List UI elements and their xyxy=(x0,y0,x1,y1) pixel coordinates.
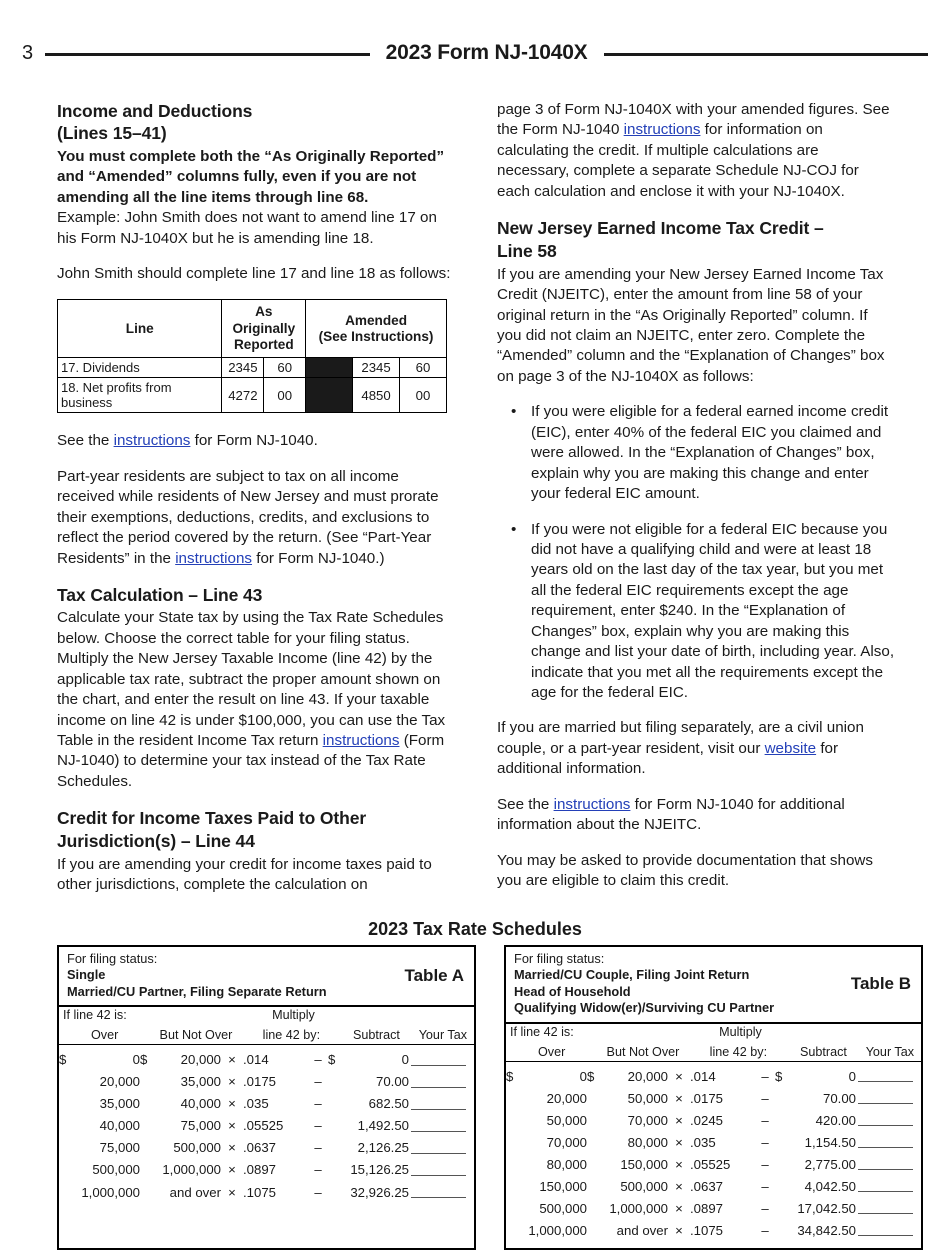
row-notover-dollar xyxy=(587,1154,603,1176)
continued-text-2: for information on calculating the credit. If multiple calculations are necessary, complete a separate Schedule NJ-COJ for each calculation and enclose it with your NJ-1040X. xyxy=(497,121,859,200)
row-rate: .035 xyxy=(243,1096,269,1112)
row-subtract: 0 xyxy=(848,1068,856,1084)
row-over-dollar xyxy=(506,1198,522,1220)
table-row xyxy=(506,1154,921,1176)
njeitc-heading xyxy=(497,217,895,263)
married-sep-text-1: If you are married but filing separately, are a civil union couple, or a part-year resident, visit our xyxy=(497,719,864,757)
table-a-status-caption: For filing status: xyxy=(67,951,158,966)
answer-line xyxy=(858,1091,913,1104)
right-column xyxy=(497,100,895,896)
table-a-status-2: Married/CU Partner, Filing Separate Return xyxy=(67,983,327,999)
row-rate: .0637 xyxy=(243,1140,277,1156)
tax-rate-table-a xyxy=(57,945,476,1250)
credit-other-jurisdictions-heading xyxy=(57,807,455,853)
row-rate: .0897 xyxy=(690,1200,724,1216)
table-row xyxy=(506,1110,921,1132)
row-amended-dollars: 4850 xyxy=(353,378,400,413)
your-tax-input[interactable] xyxy=(856,1154,921,1176)
row-over-dollar xyxy=(59,1093,75,1115)
times-symbol-icon: × xyxy=(675,1178,683,1194)
row-over-dollar xyxy=(506,1154,522,1176)
row-over: 70,000 xyxy=(546,1134,587,1150)
col-header-over: Over xyxy=(91,1028,119,1043)
times-symbol-icon: × xyxy=(675,1090,683,1106)
row-over-dollar xyxy=(59,1182,75,1204)
row-subtract-dollar xyxy=(775,1154,791,1176)
table-row xyxy=(59,1049,474,1071)
col-header-over: Over xyxy=(538,1044,566,1059)
row-not-over: 40,000 xyxy=(180,1096,221,1112)
col-header-orig-l2: Reported xyxy=(233,337,294,353)
row-over-dollar xyxy=(59,1115,75,1137)
row-subtract: 32,926.25 xyxy=(350,1184,409,1200)
see-instructions-prefix: See the xyxy=(57,432,114,450)
row-subtract-dollar: $ xyxy=(775,1068,783,1084)
row-subtract: 2,126.25 xyxy=(357,1140,409,1156)
row-subtract-dollar xyxy=(775,1132,791,1154)
documentation-paragraph: You may be asked to provide documentation that shows you are eligible to claim this credit. xyxy=(497,851,873,890)
row-amended-cents: 00 xyxy=(400,378,447,413)
your-tax-input[interactable] xyxy=(409,1093,474,1115)
example-table-header-row xyxy=(58,300,447,358)
table-row xyxy=(506,1220,921,1242)
tax-calc-text-1: Calculate your State tax by using the Tax Rate Schedules below. Choose the correct table for your filing status. Multiply the New Jersey Taxable Income (line 42) by the applicable tax rate, subtract the proper amount shown on the chart, and enter the result on line 43. If your taxable income on line 42 is under $100,000, you can use the Tax Table in the resident Income Tax return xyxy=(57,609,446,749)
times-symbol-icon: × xyxy=(228,1184,236,1200)
header-rule-left xyxy=(45,53,370,56)
answer-line xyxy=(411,1119,466,1132)
row-rate: .1075 xyxy=(243,1184,277,1200)
your-tax-input[interactable] xyxy=(856,1066,921,1088)
row-subtract: 15,126.25 xyxy=(350,1162,409,1178)
row-notover-dollar xyxy=(587,1110,603,1132)
row-subtract: 0 xyxy=(401,1052,409,1068)
answer-line xyxy=(411,1097,466,1110)
row-over: 0 xyxy=(132,1052,140,1068)
col-header-your-tax: Your Tax xyxy=(418,1028,468,1043)
row-over-dollar xyxy=(59,1159,75,1181)
row-over: 35,000 xyxy=(99,1096,140,1112)
row-subtract: 4,042.50 xyxy=(804,1178,856,1194)
row-notover-dollar xyxy=(587,1220,603,1242)
times-symbol-icon: × xyxy=(228,1052,236,1068)
website-link[interactable]: website xyxy=(764,739,817,757)
table-a-rows xyxy=(59,1049,474,1203)
your-tax-input[interactable] xyxy=(856,1198,921,1220)
instructions-link[interactable]: instructions xyxy=(623,121,701,139)
col-header-multiply-l1: Multiply xyxy=(272,1008,315,1023)
row-not-over: 150,000 xyxy=(620,1156,668,1172)
table-row xyxy=(59,1115,474,1137)
row-over-dollar xyxy=(506,1132,522,1154)
example-table-body xyxy=(58,358,447,413)
row-over: 0 xyxy=(579,1068,587,1084)
njeitc-heading-line1: New Jersey Earned Income Tax Credit – xyxy=(497,218,824,239)
row-rate: .0897 xyxy=(243,1162,277,1178)
njeitc-bullet-list xyxy=(497,402,895,703)
table-b-status-1: Married/CU Couple, Filing Joint Return xyxy=(514,967,750,983)
part-year-text-2: for Form NJ-1040.) xyxy=(252,549,385,567)
row-not-over: 500,000 xyxy=(620,1178,668,1194)
your-tax-input[interactable] xyxy=(409,1182,474,1204)
answer-line xyxy=(858,1157,913,1170)
minus-symbol-icon: – xyxy=(761,1222,769,1238)
row-notover-dollar xyxy=(140,1159,156,1181)
list-item xyxy=(511,402,895,504)
row-over-dollar: $ xyxy=(59,1052,67,1068)
col-header-line: Line xyxy=(58,300,222,358)
answer-line xyxy=(858,1135,913,1148)
table-row xyxy=(506,1176,921,1198)
row-over-dollar xyxy=(506,1220,522,1242)
list-item-text: If you were eligible for a federal earned income credit (EIC), enter 40% of the federal EIC you claimed and were allowed. In the “Explanation of Changes” box, explain why you are making this change and enter your federal EIC amount. xyxy=(531,403,889,503)
your-tax-input[interactable] xyxy=(856,1110,921,1132)
part-year-paragraph xyxy=(57,467,455,569)
income-example-text: Example: John Smith does not want to amend line 17 on his Form NJ-1040X but he is amending line 18. xyxy=(57,209,437,247)
answer-line xyxy=(858,1179,913,1192)
col-header-multiply-l2: line 42 by: xyxy=(262,1028,321,1043)
example-table xyxy=(57,299,447,413)
table-row xyxy=(58,378,447,413)
minus-symbol-icon: – xyxy=(314,1140,322,1156)
minus-symbol-icon: – xyxy=(761,1200,769,1216)
row-rate: .0245 xyxy=(690,1112,724,1128)
row-rate: .014 xyxy=(690,1068,716,1084)
your-tax-input[interactable] xyxy=(409,1137,474,1159)
instructions-link[interactable]: instructions xyxy=(553,795,631,813)
row-subtract-dollar xyxy=(775,1220,791,1242)
table-b-status-caption: For filing status: xyxy=(514,951,605,966)
col-header-subtract: Subtract xyxy=(800,1044,847,1059)
row-over-dollar: $ xyxy=(506,1068,514,1084)
page-number: 3 xyxy=(22,42,34,64)
your-tax-input[interactable] xyxy=(409,1115,474,1137)
row-label: 18. Net profits from business xyxy=(58,378,222,413)
row-not-over: 70,000 xyxy=(627,1112,668,1128)
row-amended-dollars: 2345 xyxy=(353,358,400,378)
table-row xyxy=(506,1088,921,1110)
row-over: 40,000 xyxy=(99,1118,140,1134)
row-subtract-dollar xyxy=(328,1115,344,1137)
married-sep-text-2: for additional information. xyxy=(497,739,839,778)
row-over-dollar xyxy=(59,1137,75,1159)
row-notover-dollar xyxy=(140,1115,156,1137)
row-subtract: 2,775.00 xyxy=(804,1156,856,1172)
income-follows-text: John Smith should complete line 17 and line 18 as follows: xyxy=(57,264,451,282)
table-row xyxy=(506,1198,921,1220)
minus-symbol-icon: – xyxy=(761,1112,769,1128)
col-header-if-line: If line 42 is: xyxy=(510,1024,574,1039)
see-instructions-paragraph xyxy=(57,431,455,451)
times-symbol-icon: × xyxy=(228,1162,236,1178)
answer-line xyxy=(858,1223,913,1236)
minus-symbol-icon: – xyxy=(314,1096,322,1112)
row-rate: .1075 xyxy=(690,1222,724,1238)
income-deductions-heading xyxy=(57,100,455,145)
see-instructions-suffix: for Form NJ-1040. xyxy=(190,432,318,450)
credit-other-jurisdictions-text: If you are amending your credit for income taxes paid to other jurisdictions, complete the calculation on xyxy=(57,855,432,894)
col-header-multiply-l1: Multiply xyxy=(719,1024,762,1039)
col-header-if-line: If line 42 is: xyxy=(63,1008,127,1023)
row-subtract: 70.00 xyxy=(822,1090,856,1106)
row-orig-dollars: 4272 xyxy=(222,378,264,413)
row-notover-dollar xyxy=(587,1198,603,1220)
row-subtract-dollar xyxy=(328,1182,344,1204)
row-rate: .05525 xyxy=(243,1118,284,1134)
row-subtract-dollar xyxy=(775,1088,791,1110)
table-a-body-wrap xyxy=(59,1045,474,1209)
row-notover-dollar xyxy=(140,1071,156,1093)
minus-symbol-icon: – xyxy=(314,1074,322,1090)
row-subtract: 34,842.50 xyxy=(797,1222,856,1238)
row-notover-dollar xyxy=(587,1088,603,1110)
table-a-filing-status xyxy=(59,947,474,1007)
row-rate: .035 xyxy=(690,1134,716,1150)
answer-line xyxy=(411,1185,466,1198)
bullet-dot-icon: • xyxy=(511,520,517,538)
tax-rate-schedules-title: 2023 Tax Rate Schedules xyxy=(368,919,582,939)
row-notover-dollar xyxy=(587,1176,603,1198)
row-blackout-cell xyxy=(306,378,353,413)
row-over-dollar xyxy=(506,1176,522,1198)
row-over: 1,000,000 xyxy=(81,1184,140,1200)
table-b-filing-status xyxy=(506,947,921,1024)
table-row xyxy=(59,1093,474,1115)
col-header-multiply-l2: line 42 by: xyxy=(709,1044,768,1059)
table-row xyxy=(59,1071,474,1093)
continued-text-1: page 3 of Form NJ-1040X with your amended figures. See the Form NJ-1040 xyxy=(497,101,890,139)
row-notover-dollar xyxy=(587,1132,603,1154)
row-not-over: 500,000 xyxy=(173,1140,221,1156)
income-lead-text: You must complete both the “As Originally Reported” and “Amended” columns fully, even if you are not amending all the line items through line 68. xyxy=(57,147,445,206)
row-orig-cents: 60 xyxy=(264,358,306,378)
row-over: 500,000 xyxy=(92,1162,140,1178)
row-not-over: 20,000 xyxy=(627,1068,668,1084)
times-symbol-icon: × xyxy=(228,1074,236,1090)
example-table-head xyxy=(58,300,447,358)
times-symbol-icon: × xyxy=(675,1200,683,1216)
row-not-over: 80,000 xyxy=(627,1134,668,1150)
tax-calc-text-2: (Form NJ-1040) to determine your tax instead of the Tax Rate Schedules. xyxy=(57,731,445,790)
answer-line xyxy=(858,1113,913,1126)
col-header-amended-l1: Amended xyxy=(345,312,408,328)
income-deductions-heading-line2: (Lines 15–41) xyxy=(57,123,167,144)
njeitc-see-instructions-paragraph xyxy=(497,795,895,836)
table-row xyxy=(59,1137,474,1159)
row-label: 17. Dividends xyxy=(58,358,222,378)
answer-line xyxy=(411,1053,466,1066)
row-subtract-dollar xyxy=(328,1093,344,1115)
header-rule-right xyxy=(604,53,929,56)
minus-symbol-icon: – xyxy=(761,1134,769,1150)
row-subtract-dollar xyxy=(328,1071,344,1093)
table-b-tbody xyxy=(506,1066,921,1243)
your-tax-input[interactable] xyxy=(856,1088,921,1110)
table-row xyxy=(506,1066,921,1088)
row-subtract: 17,042.50 xyxy=(797,1200,856,1216)
your-tax-input[interactable] xyxy=(409,1159,474,1181)
row-over: 1,000,000 xyxy=(528,1222,587,1238)
row-notover-dollar: $ xyxy=(587,1068,595,1084)
minus-symbol-icon: – xyxy=(761,1156,769,1172)
your-tax-input[interactable] xyxy=(856,1132,921,1154)
row-over-dollar xyxy=(506,1110,522,1132)
table-b-column-headers xyxy=(506,1024,921,1062)
times-symbol-icon: × xyxy=(675,1112,683,1128)
times-symbol-icon: × xyxy=(228,1118,236,1134)
row-rate: .0175 xyxy=(243,1074,277,1090)
instructions-link[interactable]: instructions xyxy=(113,432,191,450)
row-notover-dollar xyxy=(140,1093,156,1115)
row-rate: .0175 xyxy=(690,1090,724,1106)
minus-symbol-icon: – xyxy=(314,1162,322,1178)
part-year-text-1: Part-year residents are subject to tax on all income received while residents of New Jersey and must prorate their exemptions, deductions, credits, and exclusions to reflect the period covered by the return. (See “Part-Year Residents” in the xyxy=(57,467,439,567)
row-subtract-dollar xyxy=(775,1110,791,1132)
tax-calculation-heading: Tax Calculation – Line 43 xyxy=(57,584,263,605)
table-b-body-wrap xyxy=(506,1062,921,1249)
times-symbol-icon: × xyxy=(675,1222,683,1238)
instructions-link[interactable]: instructions xyxy=(322,731,400,749)
answer-line xyxy=(411,1163,466,1176)
row-rate: .05525 xyxy=(690,1156,731,1172)
list-item xyxy=(511,520,895,704)
table-b-label: Table B xyxy=(850,974,911,994)
times-symbol-icon: × xyxy=(675,1068,683,1084)
col-header-subtract: Subtract xyxy=(353,1028,400,1043)
col-header-amended-l2: (See Instructions) xyxy=(318,328,434,344)
row-not-over: 1,000,000 xyxy=(609,1200,668,1216)
answer-line xyxy=(858,1201,913,1214)
left-column xyxy=(57,100,455,896)
list-item-text: If you were not eligible for a federal EIC because you did not have a qualifying child and were at least 18 years old on the last day of the tax year, but you met all the federal EIC requirements except the age requirement, enter $240. In the “Explanation of Changes” box, explain why you are making this change and list your date of birth, including year. Also, indicate that you met all the requirements except the age for the federal EIC. xyxy=(531,520,895,701)
col-header-but-not-over: But Not Over xyxy=(159,1028,233,1043)
your-tax-input[interactable] xyxy=(409,1049,474,1071)
row-blackout-cell xyxy=(306,358,353,378)
instructions-link[interactable]: instructions xyxy=(175,549,253,567)
table-b-status-2: Head of Household xyxy=(514,983,631,999)
minus-symbol-icon: – xyxy=(314,1052,322,1068)
answer-line xyxy=(411,1141,466,1154)
table-b-column-headers-row2 xyxy=(506,1045,921,1059)
minus-symbol-icon: – xyxy=(314,1184,322,1200)
row-not-over: 35,000 xyxy=(180,1074,221,1090)
row-subtract-dollar xyxy=(775,1198,791,1220)
row-subtract: 70.00 xyxy=(375,1074,409,1090)
row-over: 20,000 xyxy=(99,1074,140,1090)
table-b-rows xyxy=(506,1066,921,1243)
answer-line xyxy=(411,1075,466,1088)
col-header-amended xyxy=(306,300,447,358)
row-subtract: 1,154.50 xyxy=(804,1134,856,1150)
njeitc-see-text-1: See the xyxy=(497,795,554,813)
row-not-over: 50,000 xyxy=(627,1090,668,1106)
times-symbol-icon: × xyxy=(675,1134,683,1150)
table-a-status-1: Single xyxy=(67,967,106,983)
times-symbol-icon: × xyxy=(228,1140,236,1156)
row-not-over: 75,000 xyxy=(180,1118,221,1134)
page-header xyxy=(22,38,928,68)
row-subtract: 420.00 xyxy=(815,1112,856,1128)
your-tax-input[interactable] xyxy=(856,1176,921,1198)
row-notover-dollar xyxy=(140,1137,156,1159)
row-rate: .014 xyxy=(243,1052,269,1068)
table-a-column-headers-row2 xyxy=(59,1028,474,1042)
tax-rate-schedules xyxy=(57,945,923,1250)
row-over: 75,000 xyxy=(99,1140,140,1156)
bullet-dot-icon: • xyxy=(511,403,517,421)
table-b-status-3: Qualifying Widow(er)/Surviving CU Partner xyxy=(514,1000,775,1016)
minus-symbol-icon: – xyxy=(314,1118,322,1134)
njeitc-intro-paragraph: If you are amending your New Jersey Earned Income Tax Credit (NJEITC), enter the amount from line 58 of your original return in the “As Originally Reported” column. If you did not claim an NJEITC, enter zero. Complete the “Amended” column and the “Explanation of Changes” box on page 3 of the NJ-1040X as follows: xyxy=(497,265,885,385)
col-header-orig-l1: As Originally xyxy=(232,304,296,336)
col-header-your-tax: Your Tax xyxy=(865,1044,915,1059)
table-row xyxy=(59,1159,474,1181)
col-header-as-originally-reported xyxy=(222,300,306,358)
row-subtract-dollar xyxy=(775,1176,791,1198)
minus-symbol-icon: – xyxy=(761,1068,769,1084)
table-a-label: Table A xyxy=(404,966,464,986)
row-over: 80,000 xyxy=(546,1156,587,1172)
row-subtract-dollar xyxy=(328,1159,344,1181)
table-row xyxy=(58,358,447,378)
row-not-over: 1,000,000 xyxy=(162,1162,221,1178)
table-a-tbody xyxy=(59,1049,474,1203)
answer-line xyxy=(858,1069,913,1082)
income-deductions-heading-line1: Income and Deductions xyxy=(57,101,253,121)
row-subtract-dollar xyxy=(328,1137,344,1159)
col-header-but-not-over: But Not Over xyxy=(606,1044,680,1059)
row-not-over: 20,000 xyxy=(180,1052,221,1068)
credit-continued-paragraph xyxy=(497,100,895,202)
row-over: 500,000 xyxy=(539,1200,587,1216)
row-subtract: 1,492.50 xyxy=(357,1118,409,1134)
row-subtract: 682.50 xyxy=(368,1096,409,1112)
njeitc-see-text-2: for Form NJ-1040 for additional information about the NJEITC. xyxy=(497,795,845,834)
times-symbol-icon: × xyxy=(228,1096,236,1112)
row-not-over: and over xyxy=(169,1184,221,1200)
row-orig-cents: 00 xyxy=(264,378,306,413)
tax-calculation-paragraph xyxy=(57,608,455,792)
minus-symbol-icon: – xyxy=(761,1178,769,1194)
row-over-dollar xyxy=(59,1071,75,1093)
row-subtract-dollar: $ xyxy=(328,1052,336,1068)
njeitc-heading-line2: Line 58 xyxy=(497,240,557,261)
table-a-column-headers xyxy=(59,1007,474,1045)
page-title: 2023 Form NJ-1040X xyxy=(385,41,588,64)
table-row xyxy=(59,1182,474,1204)
row-orig-dollars: 2345 xyxy=(222,358,264,378)
tax-rate-table-b xyxy=(504,945,923,1250)
row-over-dollar xyxy=(506,1088,522,1110)
row-over: 20,000 xyxy=(546,1090,587,1106)
row-notover-dollar: $ xyxy=(140,1052,148,1068)
credit-heading-line2: Jurisdiction(s) – Line 44 xyxy=(57,831,255,852)
row-notover-dollar xyxy=(140,1182,156,1204)
row-over: 50,000 xyxy=(546,1112,587,1128)
your-tax-input[interactable] xyxy=(856,1220,921,1242)
table-row xyxy=(506,1132,921,1154)
married-separately-paragraph xyxy=(497,718,895,779)
your-tax-input[interactable] xyxy=(409,1071,474,1093)
row-not-over: and over xyxy=(616,1222,668,1238)
credit-heading-line1: Credit for Income Taxes Paid to Other xyxy=(57,808,367,829)
row-rate: .0637 xyxy=(690,1178,724,1194)
body-columns xyxy=(57,100,895,896)
row-over: 150,000 xyxy=(539,1178,587,1194)
times-symbol-icon: × xyxy=(675,1156,683,1172)
minus-symbol-icon: – xyxy=(761,1090,769,1106)
row-amended-cents: 60 xyxy=(400,358,447,378)
